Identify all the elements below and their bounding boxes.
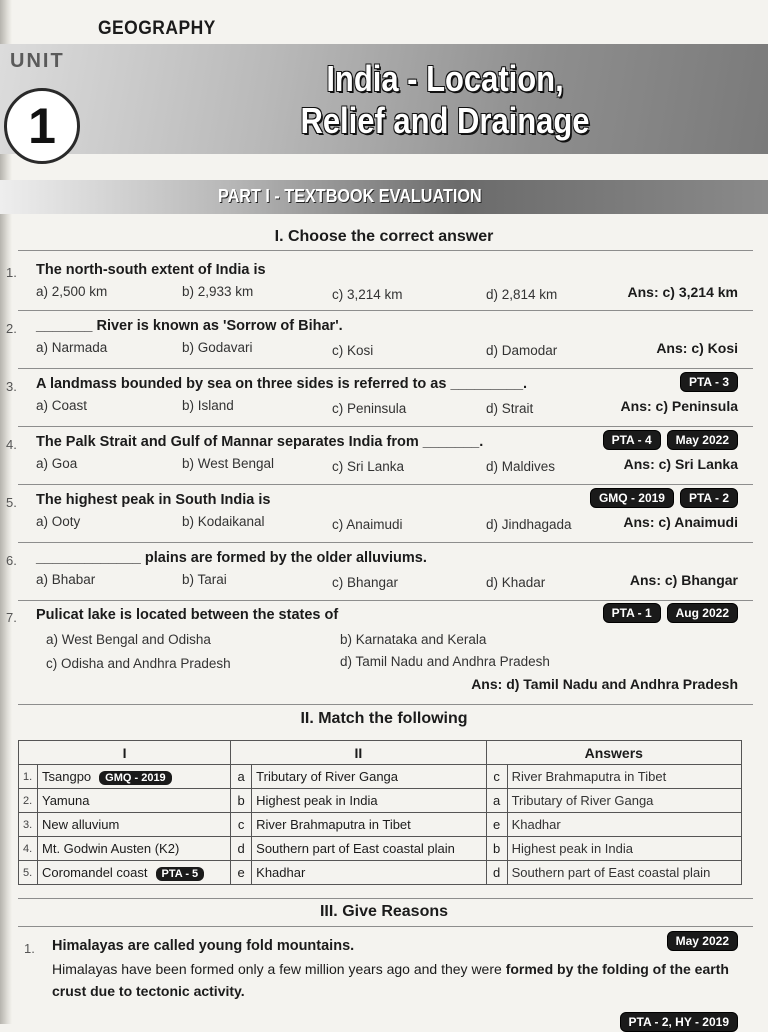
question-number: 2.: [6, 321, 17, 336]
match-table: [18, 740, 742, 885]
question-text: The highest peak in South India is: [36, 492, 271, 508]
option: d) Maldives: [486, 459, 556, 474]
match-answer-text-text: Southern part of East coastal plain: [511, 865, 711, 880]
match-answer-text: [507, 813, 741, 837]
question-number: 1.: [24, 941, 35, 956]
option: b) West Bengal: [182, 456, 275, 471]
match-answer-text: [507, 861, 741, 885]
match-column-ii-item: [252, 861, 486, 885]
match-column-ii-letter: [231, 837, 252, 861]
match-column-ii-item: [252, 765, 486, 789]
match-column-ii-letter-text: c: [237, 817, 245, 832]
question-badges: [603, 603, 738, 623]
match-row-number-text: 5.: [23, 866, 33, 879]
question-number: 6.: [6, 553, 17, 568]
divider: [18, 898, 753, 899]
question-text: Pulicat lake is located between the states of: [36, 607, 339, 623]
option: a) Narmada: [36, 340, 108, 355]
question-badges: [667, 931, 738, 951]
match-row-number-text: 4.: [23, 842, 33, 855]
match-column-ii-item-text: Highest peak in India: [256, 793, 378, 808]
section-title-choose: I. Choose the correct answer: [274, 228, 494, 245]
match-column-i-item: [38, 861, 231, 885]
match-column-ii-item-text: River Brahmaputra in Tibet: [256, 817, 411, 832]
reason-answer-plain: Himalayas have been formed only a few million years ago and they were: [52, 961, 506, 977]
option: b) Tarai: [182, 572, 227, 587]
question-badges: [603, 430, 738, 450]
question-number: 4.: [6, 437, 17, 452]
match-column-ii-letter-text: e: [237, 865, 245, 880]
option: c) 3,214 km: [332, 287, 403, 302]
option: b) 2,933 km: [182, 284, 254, 299]
option: b) Island: [182, 398, 234, 413]
match-answer-letter-text: a: [492, 793, 501, 808]
match-answer-text: [507, 789, 741, 813]
match-column-ii-letter-text: d: [237, 841, 245, 856]
option: d) Tamil Nadu and Andhra Pradesh: [340, 654, 550, 669]
option: c) Bhangar: [332, 575, 399, 590]
match-column-i-item-text: New alluvium: [42, 817, 120, 832]
match-answer-text: [507, 765, 741, 789]
match-column-ii-item-text: Southern part of East coastal plain: [256, 841, 455, 856]
match-answer-text-text: Tributary of River Ganga: [511, 793, 654, 808]
answer: Ans: c) Bhangar: [629, 572, 738, 588]
answer: Ans: c) Kosi: [656, 340, 738, 356]
question-badges: [620, 1012, 738, 1032]
option: c) Kosi: [332, 343, 374, 358]
divider: [18, 368, 753, 369]
option: a) Coast: [36, 398, 88, 413]
question-number: 3.: [6, 379, 17, 394]
match-row-number-text: 1.: [23, 770, 33, 783]
match-row-number: [19, 813, 38, 837]
match-column-ii-letter: [231, 789, 252, 813]
section-title-match: II. Match the following: [300, 710, 468, 727]
match-answer-letter-text: b: [492, 841, 501, 856]
match-column-i-item: [38, 813, 231, 837]
option: a) Bhabar: [36, 572, 96, 587]
unit-number-badge: 1: [4, 88, 80, 164]
match-answer-letter-text: d: [492, 865, 501, 880]
match-column-i-item-text: Coromandel coast: [42, 864, 148, 880]
question-text: The north-south extent of India is: [36, 262, 266, 278]
match-answer-letter-text: e: [492, 817, 501, 832]
match-answer-text-text: Khadhar: [511, 817, 561, 832]
exam-badge: GMQ - 2019: [590, 488, 674, 508]
question-text: _______ River is known as 'Sorrow of Bihar'.: [36, 318, 343, 334]
match-row-number: [19, 789, 38, 813]
exam-badge: PTA - 2, HY - 2019: [620, 1012, 738, 1032]
reason-answer-bold: formed by the folding of the earth crust due to tectonic activity.: [52, 961, 729, 999]
match-table-body: [19, 765, 742, 885]
question-text: The Palk Strait and Gulf of Mannar separates India from _______.: [36, 434, 484, 450]
match-column-i-item-text: Tsangpo: [42, 768, 92, 784]
chapter-title-line1: India - Location,: [326, 58, 564, 99]
match-row-number-text: 3.: [23, 818, 33, 831]
match-row-number: [19, 837, 38, 861]
option: c) Sri Lanka: [332, 459, 405, 474]
match-column-ii-item-text: Khadhar: [256, 865, 306, 880]
option: c) Peninsula: [332, 401, 407, 416]
exam-badge: Aug 2022: [667, 603, 738, 623]
option: d) Jindhagada: [486, 517, 572, 532]
match-row: [19, 861, 742, 885]
match-column-i-item: [38, 765, 231, 789]
question-badges: [680, 372, 738, 392]
match-row: [19, 837, 742, 861]
match-answer-letter: [486, 813, 507, 837]
question-text: A landmass bounded by sea on three sides is referred to as _________.: [36, 376, 528, 392]
match-column-ii-letter: [231, 861, 252, 885]
match-row: [19, 789, 742, 813]
match-row: [19, 765, 742, 789]
match-answer-letter: [486, 837, 507, 861]
answer: Ans: c) Sri Lanka: [623, 456, 738, 472]
answer: Ans: c) Peninsula: [620, 398, 738, 414]
match-column-ii-letter-text: a: [237, 769, 245, 784]
match-row-number-text: 2.: [23, 794, 33, 807]
match-column-ii-item: [252, 813, 486, 837]
option: a) Ooty: [36, 514, 81, 529]
question-number: 7.: [6, 610, 17, 625]
match-column-i-item: [38, 837, 231, 861]
section-title-reasons: III. Give Reasons: [319, 903, 449, 920]
match-row: [19, 813, 742, 837]
divider: [18, 600, 753, 601]
match-column-ii-letter-text: b: [237, 793, 245, 808]
divider: [18, 250, 753, 251]
answer: Ans: c) Anaimudi: [623, 514, 738, 530]
option: d) 2,814 km: [486, 287, 558, 302]
exam-badge: May 2022: [667, 430, 738, 450]
match-column-ii-letter: [231, 813, 252, 837]
match-header-col2: II: [231, 741, 486, 765]
match-answer-letter: [486, 789, 507, 813]
option: c) Odisha and Andhra Pradesh: [46, 656, 231, 671]
option: a) 2,500 km: [36, 284, 108, 299]
exam-badge: GMQ - 2019: [99, 771, 172, 785]
match-row-number: [19, 861, 38, 885]
option: d) Strait: [486, 401, 534, 416]
option: b) Kodaikanal: [182, 514, 265, 529]
answer: Ans: c) 3,214 km: [627, 284, 738, 300]
match-row-number: [19, 765, 38, 789]
divider: [18, 310, 753, 311]
exam-badge: PTA - 4: [603, 430, 661, 450]
question-text: _____________ plains are formed by the older alluviums.: [36, 550, 427, 566]
match-column-ii-item: [252, 789, 486, 813]
match-header-col1: I: [19, 741, 231, 765]
match-column-ii-letter: [231, 765, 252, 789]
answer: Ans: d) Tamil Nadu and Andhra Pradesh: [471, 676, 738, 692]
part-title: PART I - TEXTBOOK EVALUATION: [218, 186, 482, 206]
question-number: 5.: [6, 495, 17, 510]
subject-heading: GEOGRAPHY: [98, 18, 216, 39]
chapter-title-line2: Relief and Drainage: [300, 100, 590, 141]
chapter-title: [299, 58, 591, 142]
reason-question: Himalayas are called young fold mountains.: [52, 938, 355, 954]
match-answer-letter: [486, 765, 507, 789]
match-header-row: [19, 741, 742, 765]
divider: [18, 484, 753, 485]
exam-badge: PTA - 3: [680, 372, 738, 392]
option: d) Khadar: [486, 575, 546, 590]
match-answer-text-text: Highest peak in India: [511, 841, 633, 856]
unit-label: UNIT: [10, 50, 65, 72]
match-answer-letter-text: c: [493, 769, 500, 784]
question-badges: [590, 488, 738, 508]
exam-badge: May 2022: [667, 931, 738, 951]
divider: [18, 704, 753, 705]
option: a) West Bengal and Odisha: [46, 632, 211, 647]
divider: [18, 542, 753, 543]
option: c) Anaimudi: [332, 517, 403, 532]
match-column-i-item-text: Mt. Godwin Austen (K2): [42, 841, 180, 856]
option: a) Goa: [36, 456, 78, 471]
match-answer-text: [507, 837, 741, 861]
exam-badge: PTA - 5: [156, 867, 205, 881]
match-column-i-item: [38, 789, 231, 813]
option: b) Karnataka and Kerala: [340, 632, 487, 647]
exam-badge: PTA - 1: [603, 603, 661, 623]
divider: [18, 426, 753, 427]
match-answer-text-text: River Brahmaputra in Tibet: [511, 769, 667, 784]
reason-answer: [52, 958, 752, 1002]
match-column-ii-item-text: Tributary of River Ganga: [256, 769, 399, 784]
match-header-answers: Answers: [486, 741, 741, 765]
match-answer-letter: [486, 861, 507, 885]
match-column-ii-item: [252, 837, 486, 861]
exam-badge: PTA - 2: [680, 488, 738, 508]
option: d) Damodar: [486, 343, 558, 358]
option: b) Godavari: [182, 340, 253, 355]
divider: [18, 926, 753, 927]
question-number: 1.: [6, 265, 17, 280]
match-column-i-item-text: Yamuna: [42, 793, 90, 808]
